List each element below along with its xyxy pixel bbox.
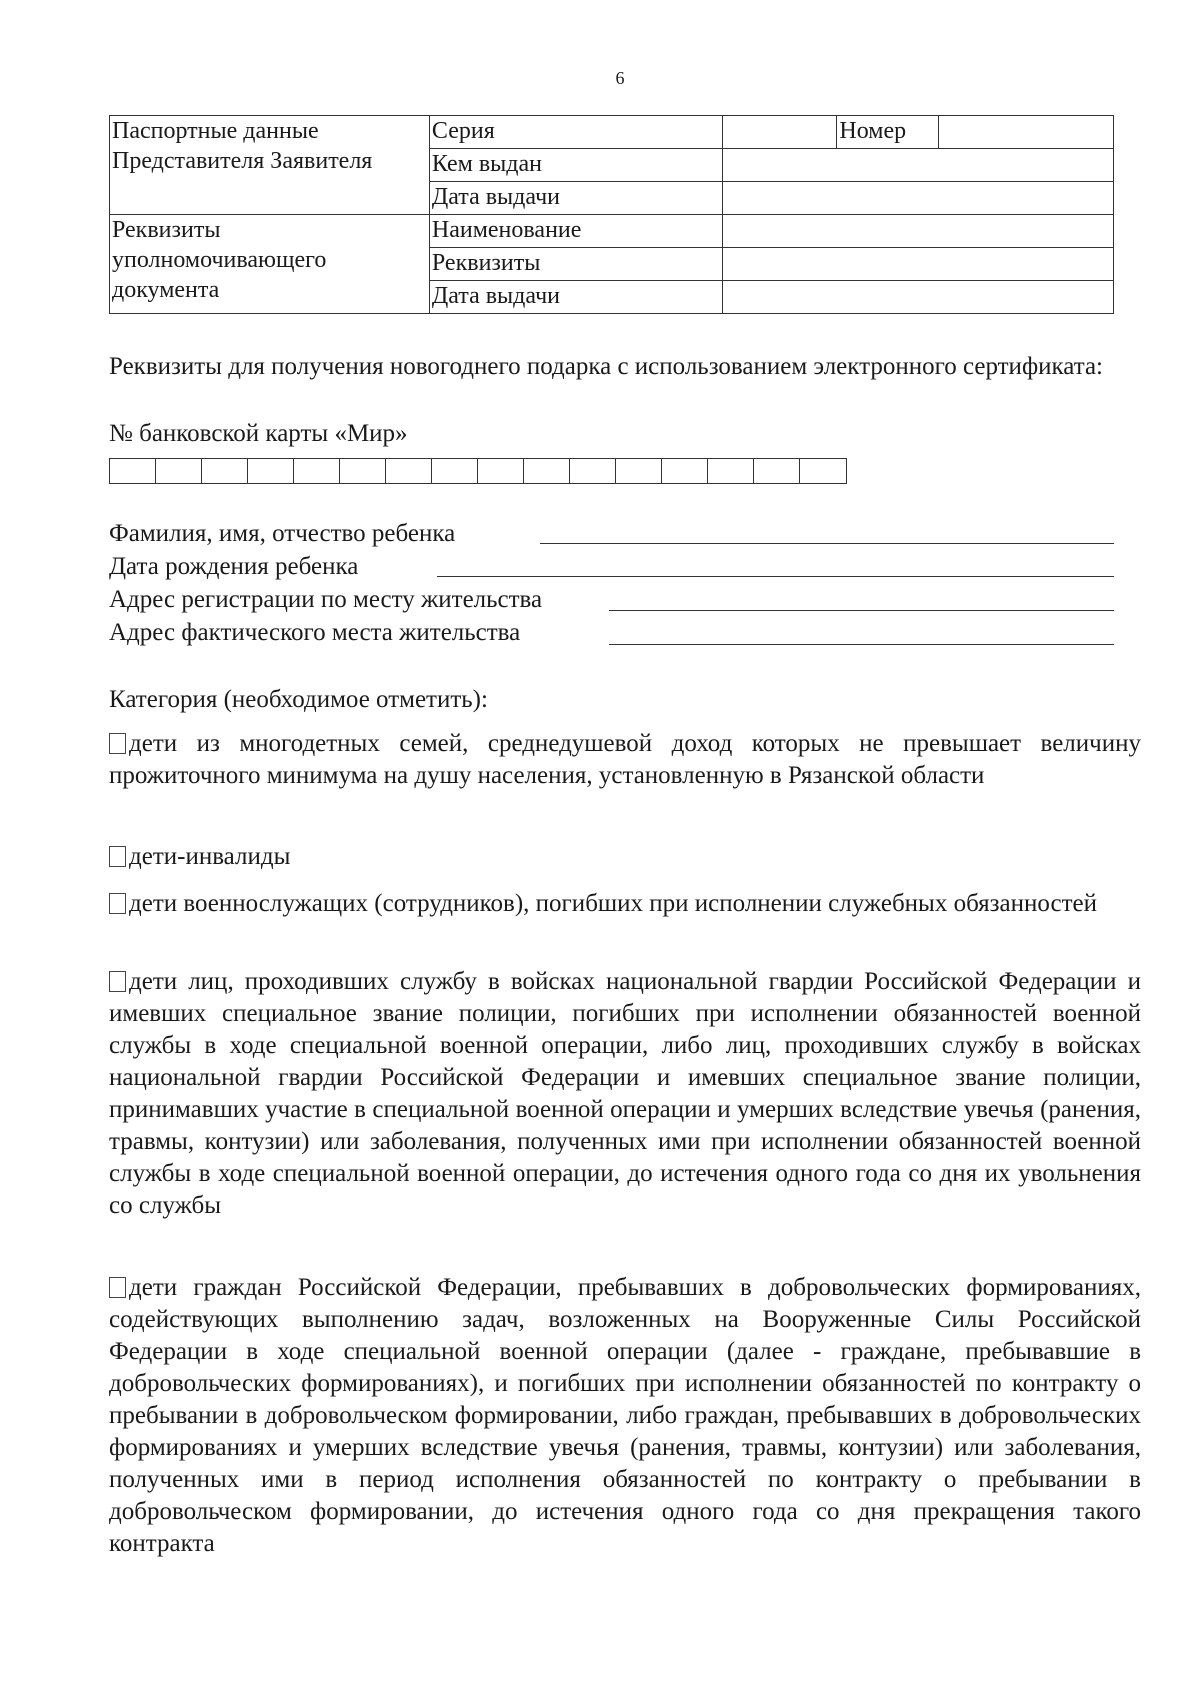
registration-address-label: Адрес регистрации по месту жительства <box>109 586 543 613</box>
category-item: дети граждан Российской Федерации, пребывавших в добровольческих формированиях, содействующих выполнению задач, возложенных на Вооруженные Силы Российской Федерации в ходе специальной военной операции (далее - граждане, пребывавшие в добровольческих формированиях), и погибших при исполнении обязанностей по контракту о пребывании в добровольческом формировании, либо граждан, пребывавших в добровольческих формированиях и умерших вследствие увечья (ранения, травмы, контузии) или заболевания, полученных ими в период исполнения обязанностей по контракту о пребывании в добровольческом формировании, до истечения одного года со дня прекращения такого контракта <box>109 1274 1141 1557</box>
category-heading: Категория (необходимое отметить): <box>109 686 488 713</box>
card-number-boxes[interactable] <box>109 458 847 484</box>
doc-name-label: Наименование <box>429 215 722 248</box>
number-field[interactable] <box>939 116 1114 149</box>
checkbox-icon[interactable] <box>109 846 126 867</box>
card-digit-cell[interactable] <box>340 459 386 483</box>
birth-date-line[interactable] <box>437 576 1114 577</box>
issued-by-field[interactable] <box>722 149 1113 182</box>
passport-label: Паспортные данные Представителя Заявителя <box>110 116 430 215</box>
doc-issue-date-label: Дата выдачи <box>429 281 722 314</box>
child-name-line[interactable] <box>540 543 1114 544</box>
card-digit-cell[interactable] <box>202 459 248 483</box>
category-item: дети лиц, проходивших службу в войсках национальной гвардии Российской Федерации и имевших специальное звание полиции, погибших при исполнении обязанностей военной службы в ходе специальной военной операции, либо лиц, проходивших службу в войсках национальной гвардии Российской Федерации и имевших специальное звание полиции, принимавших участие в специальной военной операции и умерших вследствие увечья (ранения, травмы, контузии) или заболевания, полученных ими при исполнении обязанностей военной службы в ходе специальной военной операции, до истечения одного года со дня их увольнения со службы <box>109 968 1141 1219</box>
checkbox-icon[interactable] <box>109 971 126 992</box>
card-digit-cell[interactable] <box>800 459 846 483</box>
issued-by-label: Кем выдан <box>429 149 722 182</box>
passport-table <box>109 115 1114 314</box>
checkbox-icon[interactable] <box>109 1277 126 1298</box>
series-label: Серия <box>429 116 722 149</box>
number-label: Номер <box>837 116 939 149</box>
actual-address-label: Адрес фактического места жительства <box>109 619 521 646</box>
birth-date-label: Дата рождения ребенка <box>109 553 359 580</box>
category-item: дети из многодетных семей, среднедушевой доход которых не превышает величину прожиточного минимума на душу населения, установленную в Рязанской области <box>109 730 1141 789</box>
doc-issue-date-field[interactable] <box>722 281 1113 314</box>
card-digit-cell[interactable] <box>432 459 478 483</box>
gift-requisites-text: Реквизиты для получения новогоднего подарка с использованием электронного сертификата: <box>109 353 1104 380</box>
card-digit-cell[interactable] <box>524 459 570 483</box>
doc-requisites-label: Реквизиты <box>429 248 722 281</box>
card-digit-cell[interactable] <box>110 459 156 483</box>
series-field[interactable] <box>722 116 837 149</box>
category-item: дети-инвалиды <box>109 841 1141 873</box>
card-digit-cell[interactable] <box>570 459 616 483</box>
card-label: № банковской карты «Мир» <box>109 420 408 447</box>
card-digit-cell[interactable] <box>754 459 800 483</box>
card-digit-cell[interactable] <box>248 459 294 483</box>
doc-name-field[interactable] <box>722 215 1113 248</box>
doc-label: Реквизиты уполномочивающего документа <box>110 215 430 314</box>
card-digit-cell[interactable] <box>616 459 662 483</box>
child-name-label: Фамилия, имя, отчество ребенка <box>109 520 456 547</box>
page-number: 6 <box>615 68 625 88</box>
doc-requisites-field[interactable] <box>722 248 1113 281</box>
checkbox-icon[interactable] <box>109 733 126 754</box>
registration-address-line[interactable] <box>609 610 1114 611</box>
card-digit-cell[interactable] <box>294 459 340 483</box>
card-digit-cell[interactable] <box>156 459 202 483</box>
card-digit-cell[interactable] <box>478 459 524 483</box>
card-digit-cell[interactable] <box>386 459 432 483</box>
issue-date-field[interactable] <box>722 182 1113 215</box>
category-item: дети военнослужащих (сотрудников), погибших при исполнении служебных обязанностей <box>109 888 1141 920</box>
checkbox-icon[interactable] <box>109 893 126 914</box>
card-digit-cell[interactable] <box>708 459 754 483</box>
issue-date-label: Дата выдачи <box>429 182 722 215</box>
card-digit-cell[interactable] <box>662 459 708 483</box>
actual-address-line[interactable] <box>609 644 1114 645</box>
